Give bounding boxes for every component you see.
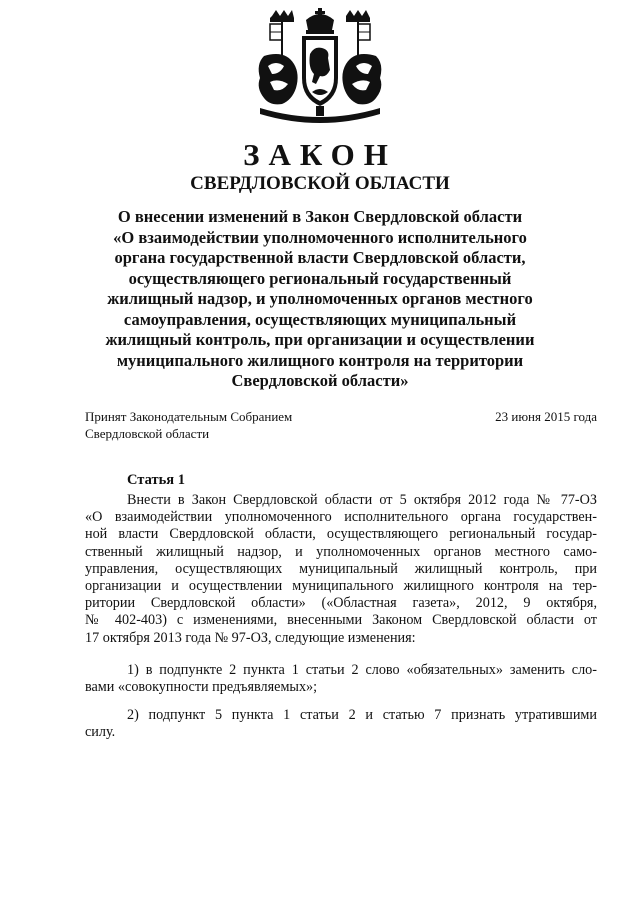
coat-of-arms-icon xyxy=(246,8,394,126)
paragraph-line: 2) подпункт 5 пункта 1 статьи 2 и статью 7 признать утратившими xyxy=(127,707,597,723)
article-paragraph xyxy=(85,492,597,647)
document-heading: ЗАКОН xyxy=(243,137,397,172)
subject-line: О внесении изменений в Закон Свердловской области xyxy=(117,207,523,226)
adopted-line: Свердловской области xyxy=(85,425,210,441)
subject-line: органа государственной власти Свердловской области, xyxy=(114,248,526,267)
adopted-by xyxy=(85,409,292,442)
adopted-line: Принят Законодательным Собранием xyxy=(85,409,293,424)
paragraph-line: ной власти Свердловской области, осуществляющего региональный государ- xyxy=(85,526,597,543)
paragraph-line: ственный жилищный надзор, и уполномоченных органов местного само- xyxy=(85,543,597,560)
subject-line: жилищный надзор, и уполномоченных органов местного xyxy=(107,289,533,308)
subject-line: Свердловской области» xyxy=(231,371,409,390)
subject-line: «О взаимодействии уполномоченного исполнительного xyxy=(113,227,527,247)
paragraph-line: организации и осуществлении муниципального жилищного контроля на тер- xyxy=(85,577,597,594)
paragraph-line: «О взаимодействии уполномоченного исполнительного органа государствен- xyxy=(85,509,597,526)
article-title: Статья 1 xyxy=(127,472,185,488)
paragraph-line: вами «совокупности предъявляемых»; xyxy=(85,679,318,696)
paragraph-line: силу. xyxy=(85,724,116,741)
paragraph-line: управления, осуществляющих муниципальный жилищный контроль, при xyxy=(85,560,597,577)
paragraph-line: 17 октября 2013 года № 97-ОЗ, следующие изменения: xyxy=(85,629,416,646)
paragraph-line: ритории Свердловской области» («Областная газета», 2012, 9 октября, xyxy=(85,595,597,612)
paragraph-line: № 402-403) с изменениями, внесенными Законом Свердловской области от xyxy=(85,612,597,629)
document-subject xyxy=(92,207,548,392)
adopted-date: 23 июня 2015 года xyxy=(495,409,597,424)
paragraph-line: 1) в подпункте 2 пункта 1 статьи 2 слово «обязательных» заменить сло- xyxy=(127,662,597,678)
article-paragraph xyxy=(85,662,597,696)
subject-line: осуществляющего региональный государственный xyxy=(128,268,512,288)
subject-line: жилищный контроль, при организации и осуществлении xyxy=(105,330,535,349)
paragraph-line: Внести в Закон Свердловской области от 5 октября 2012 года № 77-ОЗ xyxy=(127,492,597,508)
document-region: СВЕРДЛОВСКОЙ ОБЛАСТИ xyxy=(190,173,450,194)
subject-line: муниципального жилищного контроля на территории xyxy=(116,350,524,370)
subject-line: самоуправления, осуществляющих муниципальный xyxy=(123,309,517,329)
article-paragraph xyxy=(85,707,597,741)
